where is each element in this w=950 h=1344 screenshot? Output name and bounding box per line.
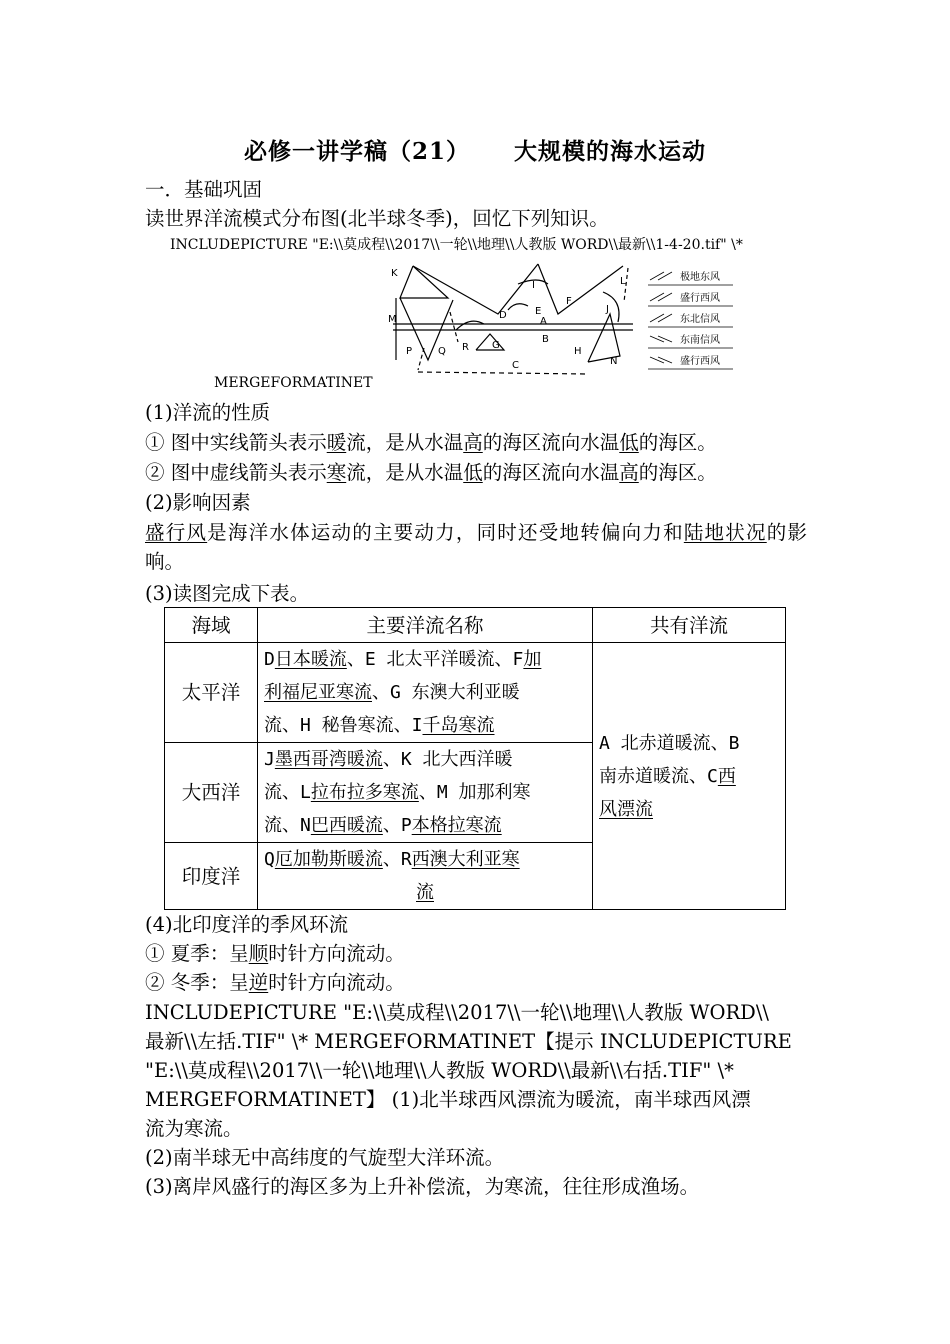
intro-text: 读世界洋流模式分布图(北半球冬季)，回忆下列知识。 [145,207,609,230]
svg-text:E: E [535,306,542,317]
svg-text:R: R [462,342,469,353]
svg-text:K: K [391,268,398,279]
tip-line: INCLUDEPICTURE "E:\\莫成程\\2017\\一轮\\地理\\人教版 WORD\\ [145,1001,769,1024]
tip-line: (3)离岸风盛行的海区多为上升补偿流，为寒流，往往形成渔场。 [145,1175,700,1198]
svg-text:D: D [499,310,507,321]
section-heading: 一．基础巩固 [145,178,263,201]
q4-heading: (4)北印度洋的季风环流 [145,913,349,936]
table-header: 主要洋流名称 [258,608,593,643]
svg-text:N: N [610,356,618,367]
svg-text:P: P [406,346,413,357]
tip-line: (2)南半球无中高纬度的气旋型大洋环流。 [145,1146,505,1169]
currents-cell: D日本暖流、E 北太平洋暖流、F加 利福尼亚寒流、G 东澳大利亚暖 流、H 秘鲁寒流、I千岛寒流 [258,643,593,743]
svg-text:A: A [540,316,547,327]
ocean-current-table [164,607,786,910]
q4-winter: ② 冬季：呈逆时针方向流动。 [145,971,405,994]
svg-text:L: L [620,276,626,287]
svg-text:H: H [574,346,582,357]
table-row [165,643,786,743]
svg-text:Q: Q [438,346,446,357]
tip-line: 流为寒流。 [145,1117,243,1140]
legend-label: 盛行西风 [680,293,720,304]
region-cell: 印度洋 [165,843,258,910]
legend-label: 极地东风 [680,272,720,283]
tip-line: MERGEFORMATINET】 (1)北半球西风漂流为暖流，南半球西风漂 [145,1088,751,1111]
include-picture-field: INCLUDEPICTURE "E:\\莫成程\\2017\\一轮\\地理\\人教版 WORD\\最新\\1-4-20.tif" \* [170,237,743,253]
svg-text:C: C [512,360,519,371]
currents-cell: J墨西哥湾暖流、K 北大西洋暖 流、L拉布拉多寒流、M 加那利寒 流、N巴西暖流、P本格拉寒流 [258,743,593,843]
ocean-current-diagram [388,262,748,382]
q4-summer: ① 夏季：呈顺时针方向流动。 [145,942,405,965]
q1-heading: (1)洋流的性质 [145,401,271,424]
merge-format-field: MERGEFORMATINET [214,375,373,391]
title-part2: 大规模的海水运动 [514,138,706,165]
shared-currents-cell: A 北赤道暖流、B 南赤道暖流、C西 风漂流 [593,643,786,910]
title-part1: 必修一讲学稿（21） [243,138,470,165]
legend-label: 盛行西风 [680,356,720,367]
legend-label: 东北信风 [680,314,720,325]
currents-cell: Q厄加勒斯暖流、R西澳大利亚寒 流 [258,843,593,910]
region-cell: 太平洋 [165,643,258,743]
table-header: 共有洋流 [593,608,786,643]
q2-text: 盛行风是海洋水体运动的主要动力，同时还受地转偏向力和陆地状况的影响。 [145,521,807,573]
legend-label: 东南信风 [680,335,720,346]
q3-heading: (3)读图完成下表。 [145,582,310,605]
svg-text:I: I [532,280,535,291]
table-header-row [165,608,786,643]
svg-text:G: G [492,340,500,351]
q1-line2: ② 图中虚线箭头表示寒流，是从水温低的海区流向水温高的海区。 [145,461,717,484]
svg-text:F: F [566,296,572,307]
table-header: 海域 [165,608,258,643]
svg-text:B: B [542,334,549,345]
q1-line1: ① 图中实线箭头表示暖流，是从水温高的海区流向水温低的海区。 [145,431,717,454]
q2-heading: (2)影响因素 [145,491,251,514]
svg-text:M: M [388,314,397,325]
tip-line: "E:\\莫成程\\2017\\一轮\\地理\\人教版 WORD\\最新\\右括.TIF" \* [145,1059,734,1082]
tip-line: 最新\\左括.TIF" \* MERGEFORMATINET【提示 INCLUDEPICTURE [145,1030,792,1053]
page-title [0,133,950,166]
svg-text:J: J [606,304,609,315]
region-cell: 大西洋 [165,743,258,843]
